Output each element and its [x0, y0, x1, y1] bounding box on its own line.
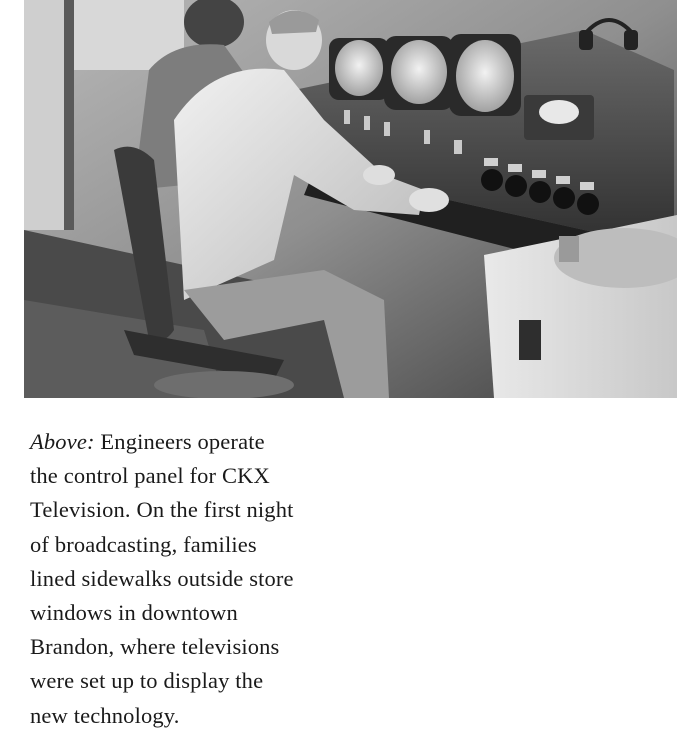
control-room-photo: [24, 0, 677, 398]
caption-lead: Above:: [30, 429, 95, 454]
caption-line-5: lined sidewalks outside store: [30, 565, 294, 591]
caption-line-6: windows in downtown: [30, 600, 238, 626]
photo-caption: [30, 425, 360, 733]
caption-line-4: of broadcasting, families: [30, 531, 257, 557]
caption-line-1: [30, 425, 360, 459]
historical-photo: [24, 0, 677, 398]
caption-line-8: were set up to display the: [30, 668, 264, 694]
caption-line-text: Engineers operate: [100, 429, 265, 454]
caption-line-9: new technology.: [30, 702, 180, 728]
caption-line-7: Brandon, where televisions: [30, 634, 280, 660]
caption-line-3: Television. On the first night: [30, 497, 294, 523]
caption-line-2: the control panel for CKX: [30, 463, 270, 489]
